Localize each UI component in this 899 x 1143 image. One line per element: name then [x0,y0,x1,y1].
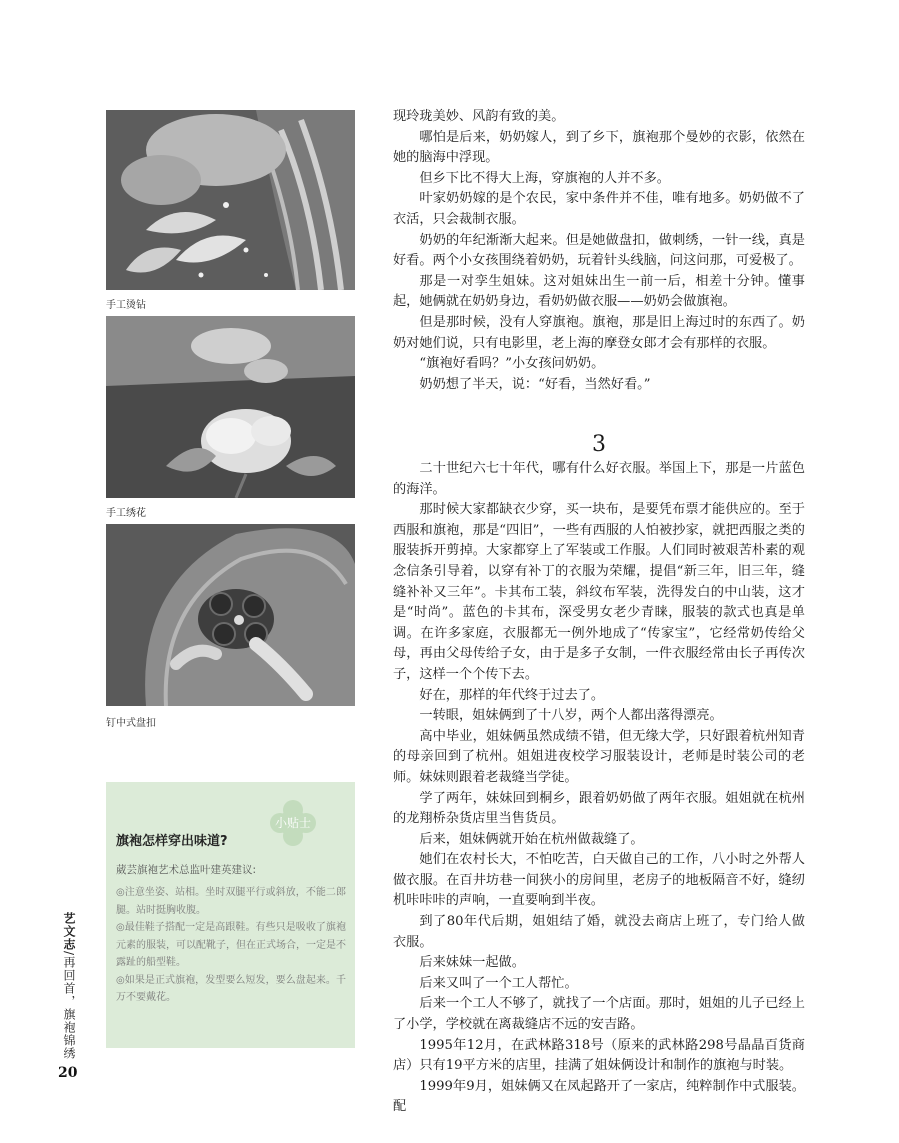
paragraph: 后来一个工人不够了，就找了一个店面。那时，姐姐的儿子已经上了小学，学校就在离裁缝店不远的安吉路。 [393,996,805,1033]
running-head [62,912,78,1060]
tips-intro: 葳芸旗袍艺术总监叶建英建议: [116,864,257,876]
tips-badge-label: 小贴士 [274,816,311,830]
paragraph: 现玲珑美妙、风韵有致的美。 [393,109,565,124]
paragraph: 好在，那样的年代终于过去了。 [419,687,605,703]
article-bottom [393,459,805,1118]
paragraph: 一转眼，姐妹俩到了十八岁，两个人都出落得漂亮。 [419,708,723,724]
section-name: 再回首，旗袍锦绣 [62,956,76,1061]
paragraph: 但乡下比不得大上海，穿旗袍的人并不多。 [419,170,670,186]
page-number: 20 [58,1065,78,1081]
photo-knot-button-image [106,524,355,706]
photo-caption: 手工烫钻 [106,300,146,311]
paragraph: 那是一对孪生姐妹。这对姐妹出生一前一后，相差十分钟。懂事起，她俩就在奶奶身边，看奶奶做衣服——奶奶会做旗袍。 [393,273,805,310]
photo-embroidery [106,316,355,498]
photo-knot-button [106,524,355,706]
paragraph: 学了两年，妹妹回到桐乡，跟着奶奶做了两年衣服。姐姐就在杭州的龙翔桥杂货店里当售货员。 [393,790,805,827]
paragraph: 高中毕业，姐妹俩虽然成绩不错，但无缘大学，只好跟着杭州知青的母亲回到了杭州。姐姐进夜校学习服装设计，老师是时装公司的老师。妹妹则跟着老裁缝当学徒。 [393,728,805,785]
magazine-name: 艺文志 [62,912,76,951]
photo-rhinestone-image [106,110,355,290]
paragraph: 那时候大家都缺衣少穿，买一块布，是要凭布票才能供应的。至于西服和旗袍，那是“四旧”，一些有西服的人怕被抄家，就把西服之类的服装拆开剪掉。大家都穿上了军装或工作服。人们同时被艰苦朴素的观念信条引导着，以穿有补丁的衣服为荣耀，提倡“新三年，旧三年，缝缝补补又三年”。卡其布工装，斜纹布军装，洗得发白的中山装，这才是“时尚”。蓝色的卡其布，深受男女老少青睐，服装的款式也真是单调。在许多家庭，衣服都无一例外地成了“传家宝”，它经常奶传给父母，再由父母传给子女，由于是多子女制，一件衣服经常由长子再传次子，这样一个个传下去。 [393,502,805,682]
tips-box [106,782,355,1048]
tips-item: ◎最佳鞋子搭配一定是高跟鞋。有些只是吸收了旗袍元素的服装，可以配靴子，但在正式场合，一定是不露趾的船型鞋。 [116,922,346,968]
paragraph: 奶奶想了半天，说：“好看，当然好看。” [419,376,651,392]
section-number: 3 [592,432,606,457]
paragraph: 但是那时候，没有人穿旗袍。旗袍，那是旧上海过时的东西了。奶奶对她们说，只有电影里，老上海的摩登女郎才会有那样的衣服。 [393,314,805,351]
paragraph: “旗袍好看吗？”小女孩问奶奶。 [419,356,605,372]
tips-title: 旗袍怎样穿出味道? [116,834,228,849]
tips-item: ◎如果是正式旗袍，发型要么短发，要么盘起来。千万不要戴花。 [116,974,346,1003]
photo-rhinestone [106,110,355,290]
tips-item: ◎注意坐姿、站相。坐时双腿平行或斜放，不能二郎腿。站时挺胸收腹。 [116,887,346,916]
article-top [393,107,805,395]
paragraph: 后来又叫了一个工人帮忙。 [419,975,578,991]
paragraph: 叶家奶奶嫁的是个农民，家中条件并不佳，唯有地多。奶奶做不了衣活，只会裁制衣服。 [393,191,805,227]
paragraph: 后来妹妹一起做。 [419,955,525,971]
photo-embroidery-image [106,316,355,498]
photo-caption: 钉中式盘扣 [106,718,156,729]
paragraph: 哪怕是后来，奶奶嫁人，到了乡下，旗袍那个曼妙的衣影，依然在她的脑海中浮现。 [393,129,805,166]
paragraph: 1999年9月，姐妹俩又在凤起路开了一家店，纯粹制作中式服装。配 [393,1078,805,1115]
paragraph: 1995年12月，在武林路318号（原来的武林路298号晶晶百货商店）只有19平方米的店里，挂满了姐妹俩设计和制作的旗袍与时装。 [393,1037,805,1074]
paragraph: 后来，姐妹俩就开始在杭州做裁缝了。 [419,831,644,847]
paragraph: 二十世纪六七十年代，哪有什么好衣服。举国上下，那是一片蓝色的海洋。 [393,461,805,497]
tips-badge [270,800,316,846]
paragraph: 她们在农村长大，不怕吃苦，白天做自己的工作，八小时之外帮人做衣服。在百井坊巷一间狭小的房间里，老房子的地板隔音不好，缝纫机咔咔咔的声响，一直要响到半夜。 [393,852,805,909]
tips-list [116,884,346,1007]
running-head-separator: / [62,951,76,957]
paragraph: 到了80年代后期，姐姐结了婚，就没去商店上班了，专门给人做衣服。 [393,914,805,950]
paragraph: 奶奶的年纪渐渐大起来。但是她做盘扣，做刺绣，一针一线，真是好看。两个小女孩围绕着奶奶，玩着针头线脑，问这问那，可爱极了。 [393,232,805,269]
photo-caption: 手工绣花 [106,508,146,519]
